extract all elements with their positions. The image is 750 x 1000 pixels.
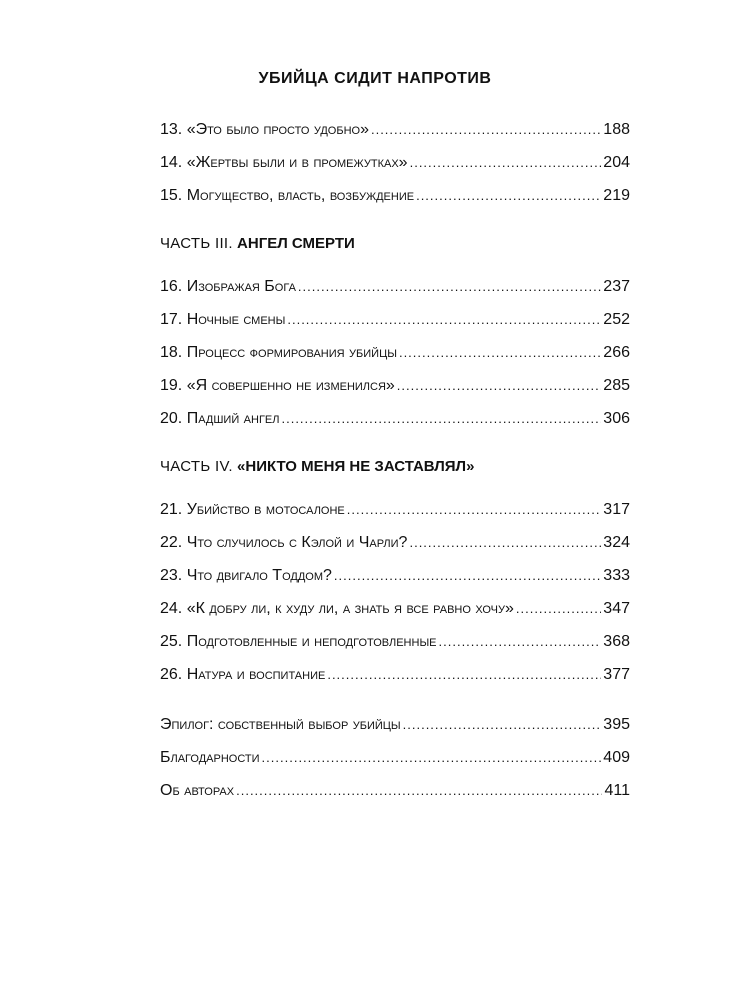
toc-entry-page: 317 — [603, 501, 630, 518]
toc-entry-title: Об авторах — [160, 782, 235, 799]
dot-leader — [262, 745, 602, 771]
dot-leader — [403, 712, 602, 738]
toc-entry-page: 368 — [603, 633, 630, 650]
toc-entry — [160, 117, 630, 150]
dot-leader — [327, 662, 601, 688]
toc-entry — [160, 563, 630, 596]
toc-entry — [160, 274, 630, 307]
toc-entry — [160, 712, 630, 745]
toc-entry-title: 13. «Это было просто удобно» — [160, 121, 369, 138]
part-heading-3 — [160, 231, 630, 257]
toc-entry-page: 266 — [603, 344, 630, 361]
toc-entry — [160, 596, 630, 629]
toc-entry — [160, 530, 630, 563]
toc-entry-title: 19. «Я совершенно не изменился» — [160, 377, 395, 394]
part-title: АНГЕЛ СМЕРТИ — [237, 235, 355, 252]
toc-entry-title: 20. Падший ангел — [160, 410, 280, 427]
toc-entry — [160, 662, 630, 695]
part-label: ЧАСТЬ IV. — [160, 458, 233, 475]
dot-leader — [347, 497, 602, 523]
toc-entry-title: 15. Могущество, власть, возбуждение — [160, 187, 415, 204]
toc-entry-page: 347 — [603, 600, 630, 617]
toc-entry — [160, 497, 630, 530]
dot-leader — [334, 563, 601, 589]
toc-entry-page: 411 — [604, 782, 630, 799]
toc-entry-title: 17. Ночные смены — [160, 311, 286, 328]
toc-entry — [160, 406, 630, 439]
toc-entry-page: 285 — [603, 377, 630, 394]
toc-entry-page: 188 — [603, 121, 630, 138]
toc-entry-page: 306 — [603, 410, 630, 427]
running-head: УБИЙЦА СИДИТ НАПРОТИВ — [258, 70, 492, 87]
dot-leader — [236, 778, 602, 804]
toc-entry — [160, 629, 630, 662]
toc-entry-title: 25. Подготовленные и неподготовленные — [160, 633, 437, 650]
toc-entry-page: 204 — [603, 154, 630, 171]
dot-leader — [516, 596, 601, 622]
toc-entry-title: 22. Что случилось с Кэлой и Чарли? — [160, 534, 408, 551]
dot-leader — [416, 183, 601, 209]
toc-entry-title: 16. Изображая Бога — [160, 278, 296, 295]
toc-entry — [160, 778, 630, 811]
toc-entry-title: 18. Процесс формирования убийцы — [160, 344, 397, 361]
toc-entry — [160, 745, 630, 778]
toc-entry — [160, 150, 630, 183]
dot-leader — [409, 530, 601, 556]
toc-entry — [160, 307, 630, 340]
dot-leader — [410, 150, 602, 176]
toc-entry — [160, 183, 630, 216]
toc-entry-page: 333 — [603, 567, 630, 584]
toc-entry-page: 324 — [603, 534, 630, 551]
toc-entry-page: 395 — [603, 716, 630, 733]
dot-leader — [298, 274, 601, 300]
dot-leader — [371, 117, 601, 143]
part-title: «НИКТО МЕНЯ НЕ ЗАСТАВЛЯЛ» — [237, 458, 475, 475]
toc-entry-title: Эпилог: собственный выбор убийцы — [160, 716, 401, 733]
toc-entry-page: 409 — [603, 749, 630, 766]
toc-entry-page: 252 — [603, 311, 630, 328]
dot-leader — [281, 406, 601, 432]
part-heading-4 — [160, 454, 630, 480]
toc-entry-title: 23. Что двигало Тоддом? — [160, 567, 332, 584]
dot-leader — [439, 629, 602, 655]
toc-entry-title: 14. «Жертвы были и в промежутках» — [160, 154, 408, 171]
toc-entry — [160, 373, 630, 406]
dot-leader — [287, 307, 601, 333]
part-label: ЧАСТЬ III. — [160, 235, 233, 252]
toc-entry-title: 21. Убийство в мотосалоне — [160, 501, 345, 518]
toc-entry-title: 24. «К добру ли, к худу ли, а знать я все равно хочу» — [160, 600, 514, 617]
dot-leader — [397, 373, 602, 399]
toc-entry-title: 26. Натура и воспитание — [160, 666, 326, 683]
section-gap — [160, 695, 630, 712]
table-of-contents — [160, 117, 630, 811]
dot-leader — [399, 340, 601, 366]
toc-entry-page: 219 — [603, 187, 630, 204]
toc-entry-page: 237 — [603, 278, 630, 295]
toc-entry — [160, 340, 630, 373]
toc-entry-title: Благодарности — [160, 749, 260, 766]
toc-entry-page: 377 — [603, 666, 630, 683]
